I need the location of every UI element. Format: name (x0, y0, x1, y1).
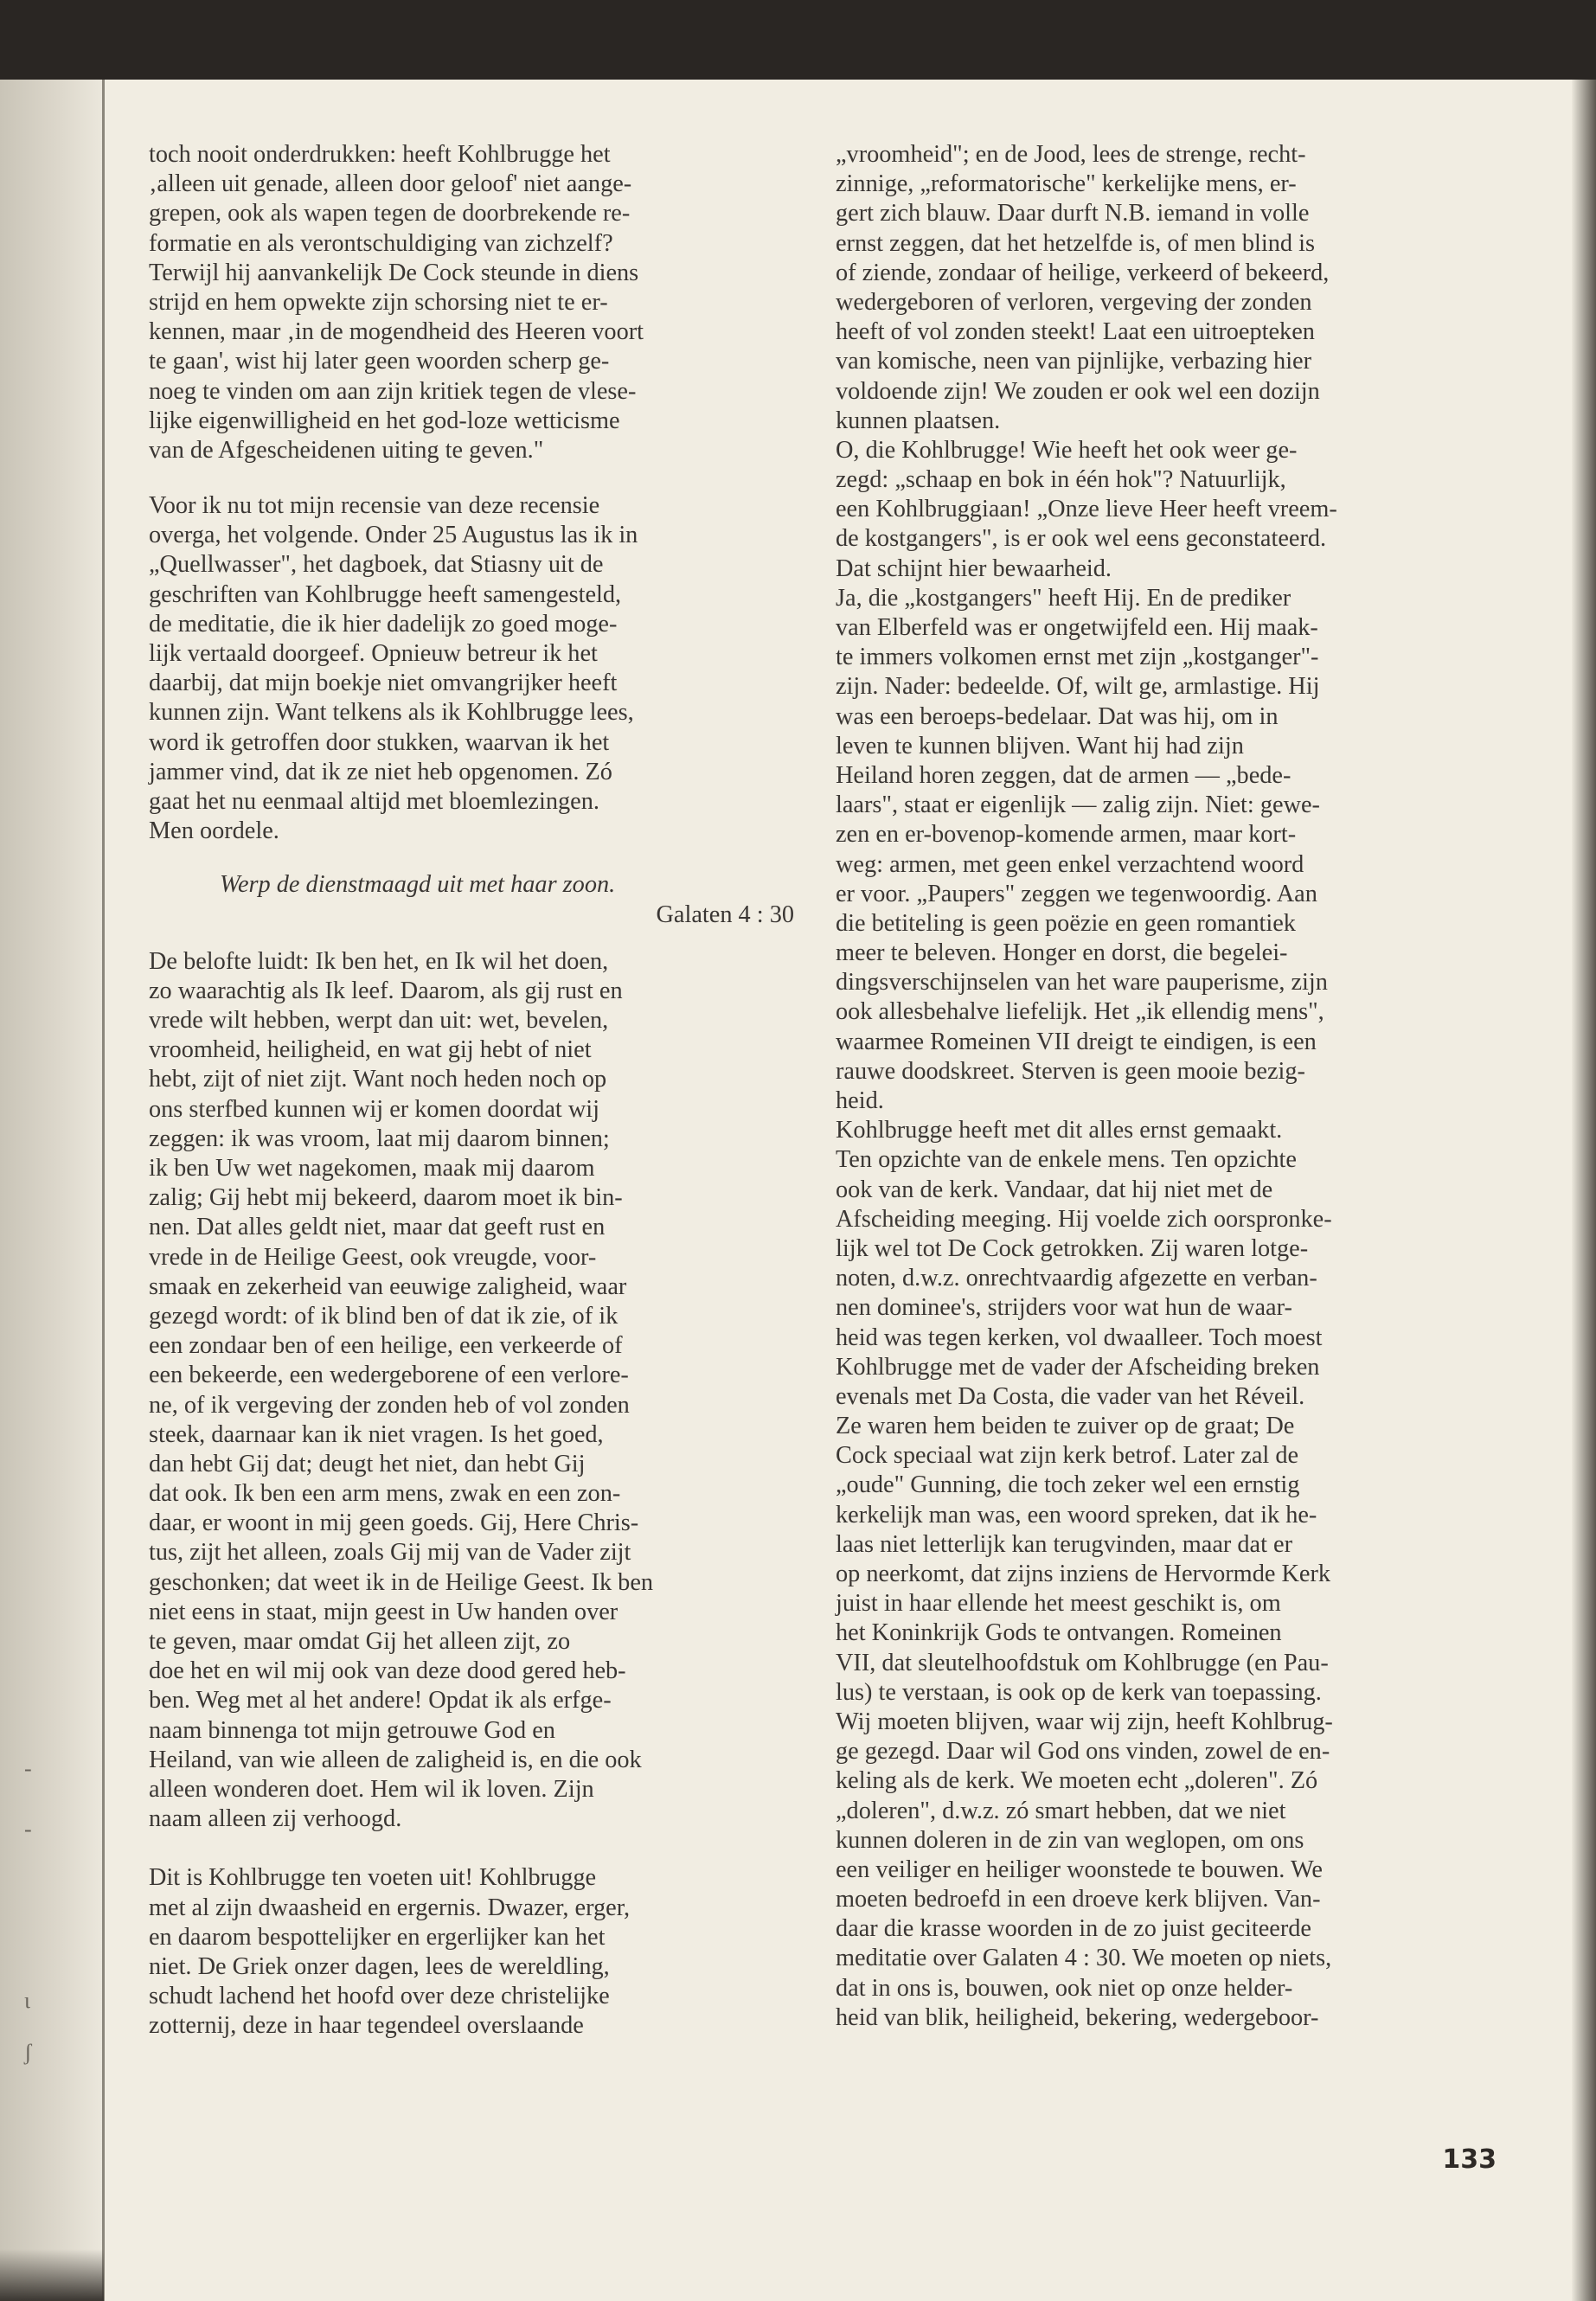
text-line: ben. Weg met al het andere! Opdat ik als erfge- (149, 1687, 612, 1715)
page-right-edge (1572, 80, 1596, 2301)
text-line: zotternij, deze in haar tegendeel overslaande (149, 2012, 584, 2040)
text-line: heeft of vol zonden steekt! Laat een uitroepteken (836, 318, 1315, 346)
text-line: kunnen zijn. Want telkens als ik Kohlbrugge lees, (149, 699, 634, 727)
text-line: niet. De Griek onzer dagen, lees de wereldling, (149, 1952, 610, 1980)
text-line: zegd: „schaap en bok in één hok"? Natuurlijk, (836, 466, 1286, 494)
scanned-page (0, 80, 1596, 2301)
text-line: gaat het nu eenmaal altijd met bloemlezingen. (149, 787, 599, 815)
text-line: dat ook. Ik ben een arm mens, zwak en een zon- (149, 1480, 621, 1508)
text-line: zijn. Nader: bedeelde. Of, wilt ge, armlastige. Hij (836, 673, 1320, 701)
text-line: kerkelijk man was, een woord spreken, dat ik he- (836, 1501, 1317, 1529)
text-line: ik ben Uw wet nagekomen, maak mij daarom (149, 1155, 595, 1182)
margin-mark: - (24, 1756, 32, 1781)
margin-mark: - (24, 1817, 32, 1842)
text-line: naam binnenga tot mijn getrouwe God en (149, 1716, 555, 1744)
text-line: juist in haar ellende het meest geschikt is, om (836, 1590, 1281, 1618)
text-line: leven te kunnen blijven. Want hij had zijn (836, 732, 1244, 760)
meditation-quote (149, 870, 801, 929)
text-line: ‚alleen uit genade, alleen door geloof' niet aange- (149, 170, 632, 198)
text-line: nen. Dat alles geldt niet, maar dat geeft rust en (149, 1214, 606, 1241)
text-line: en daarom bespottelijker en ergerlijker kan het (149, 1923, 606, 1951)
text-line: Terwijl hij aanvankelijk De Cock steunde in diens (149, 259, 639, 286)
text-line: ernst zeggen, dat het hetzelfde is, of men blind is (836, 229, 1315, 257)
text-line: Heiland horen zeggen, dat de armen — „bede- (836, 761, 1292, 789)
text-line: ge gezegd. Daar wil God ons vinden, zowel de en- (836, 1738, 1330, 1766)
text-line: van komische, neen van pijnlijke, verbazing hier (836, 348, 1312, 375)
text-line: niet eens in staat, mijn geest in Uw handen over (149, 1598, 619, 1625)
text-line: noten, d.w.z. onrechtvaardig afgezette en verban- (836, 1265, 1317, 1292)
margin-mark: ʃ (24, 2040, 32, 2065)
text-line: smaak en zekerheid van eeuwige zaligheid, waar (149, 1272, 627, 1300)
text-line: een Kohlbruggiaan! „Onze lieve Heer heeft vreem- (836, 496, 1337, 523)
text-line: een zondaar ben of een heilige, een verkeerde of (149, 1332, 623, 1360)
text-line: jammer vind, dat ik ze niet heb opgenomen. Zó (149, 758, 612, 785)
text-line: wedergeboren of verloren, vergeving der zonden (836, 288, 1312, 316)
text-line: noeg te vinden om aan zijn kritiek tegen de vlese- (149, 377, 637, 405)
text-line: geschriften van Kohlbrugge heeft samengesteld, (149, 580, 622, 608)
text-line: er voor. „Paupers" zeggen we tegenwoordig. Aan (836, 880, 1317, 907)
text-line: rauwe doodskreet. Sterven is geen mooie bezig- (836, 1057, 1305, 1085)
text-line: nen dominee's, strijders voor wat hun de waar- (836, 1294, 1292, 1322)
right-column (836, 140, 1503, 2033)
text-line: geschonken; dat weet ik in de Heilige Geest. Ik ben (149, 1568, 654, 1596)
text-line: meditatie over Galaten 4 : 30. We moeten op niets, (836, 1945, 1332, 1972)
text-line: vroomheid, heiligheid, en wat gij hebt of niet (149, 1036, 592, 1064)
text-line: „Quellwasser", het dagboek, dat Stiasny uit de (149, 551, 604, 579)
text-line: lijk wel tot De Cock getrokken. Zij waren lotge- (836, 1234, 1309, 1262)
text-line: ook van de kerk. Vandaar, dat hij niet met de (836, 1176, 1273, 1203)
text-line: evenals met Da Costa, die vader van het Réveil. (836, 1382, 1305, 1410)
text-line: van de Afgescheidenen uiting te geven." (149, 436, 544, 464)
text-line: Cock speciaal wat zijn kerk betrof. Later zal de (836, 1442, 1299, 1470)
text-line: ne, of ik vergeving der zonden heb of vol zonden (149, 1391, 630, 1419)
meditation-paragraph (149, 947, 801, 1835)
text-line: „vroomheid"; en de Jood, lees de strenge, recht- (836, 141, 1306, 168)
binding-shadow (0, 2249, 104, 2301)
text-line: vrede wilt hebben, werpt dan uit: wet, bevelen, (149, 1007, 609, 1035)
text-line: strijd en hem opwekte zijn schorsing niet te er- (149, 288, 608, 316)
text-line: moeten bedroefd in een droeve kerk blijven. Van- (836, 1886, 1321, 1913)
text-line: zinnige, „reformatorische" kerkelijke mens, er- (836, 170, 1297, 198)
text-line: word ik getroffen door stukken, waarvan ik het (149, 728, 610, 756)
text-line: weg: armen, met geen enkel verzachtend woord (836, 850, 1304, 878)
left-column (149, 140, 801, 2041)
text-line: keling als de kerk. We moeten echt „doleren". Zó (836, 1767, 1318, 1795)
text-line: VII, dat sleutelhoofdstuk om Kohlbrugge (en Pau- (836, 1649, 1329, 1676)
text-line: gezegd wordt: of ik blind ben of dat ik zie, of ik (149, 1302, 619, 1330)
text-line: vrede in de Heilige Geest, ook vreugde, voor- (149, 1243, 597, 1271)
text-line: toch nooit onderdrukken: heeft Kohlbrugge het (149, 141, 611, 168)
text-line: Men oordele. (149, 817, 279, 845)
text-line: steek, daarnaar kan ik niet vragen. Is het goed, (149, 1420, 604, 1448)
right-column-text (836, 140, 1503, 2033)
text-line: te immers volkomen ernst met zijn „kostganger"- (836, 644, 1319, 671)
text-line: het Koninkrijk Gods te ontvangen. Romeinen (836, 1619, 1282, 1647)
gutter-fold-line (102, 80, 105, 2301)
text-line: naam alleen zij verhoogd. (149, 1805, 402, 1833)
text-line: formatie en als verontschuldiging van zichzelf? (149, 229, 613, 257)
text-line: of ziende, zondaar of heilige, verkeerd of bekeerd, (836, 259, 1330, 286)
text-line: heid was tegen kerken, vol dwaalleer. Toch moest (836, 1324, 1323, 1351)
text-line: „doleren", d.w.z. zó smart hebben, dat we niet (836, 1797, 1286, 1824)
text-line: tus, zijt het alleen, zoals Gij mij van de Vader zijt (149, 1539, 631, 1567)
text-line: Dit is Kohlbrugge ten voeten uit! Kohlbrugge (149, 1864, 597, 1892)
text-line: te gaan', wist hij later geen woorden scherp ge- (149, 348, 610, 375)
book-gutter (0, 80, 102, 2301)
text-line: Wij moeten blijven, waar wij zijn, heeft Kohlbrug- (836, 1708, 1333, 1735)
text-line: heid. (836, 1087, 884, 1114)
quote-reference: Galaten 4 : 30 (656, 901, 794, 928)
text-line: de meditatie, die ik hier dadelijk zo goed moge- (149, 610, 618, 638)
text-line: alleen wonderen doet. Hem wil ik loven. Zijn (149, 1775, 594, 1803)
text-line: „oude" Gunning, die toch zeker wel een ernstig (836, 1471, 1300, 1499)
text-line: lijk vertaald doorgeef. Opnieuw betreur ik het (149, 640, 598, 667)
text-line: zeggen: ik was vroom, laat mij daarom binnen; (149, 1125, 610, 1152)
text-line: kunnen doleren in de zin van weglopen, om ons (836, 1826, 1304, 1854)
text-line: Heiland, van wie alleen de zaligheid is, en die ook (149, 1746, 642, 1773)
text-line: O, die Kohlbrugge! Wie heeft het ook weer ge- (836, 436, 1298, 464)
text-line: zo waarachtig als Ik leef. Daarom, als gij rust en (149, 977, 623, 1004)
text-line: Afscheiding meeging. Hij voelde zich oorspronke- (836, 1205, 1332, 1233)
text-line: schudt lachend het hoofd over deze christelijke (149, 1983, 610, 2010)
text-line: De belofte luidt: Ik ben het, en Ik wil het doen, (149, 947, 609, 975)
text-line: Dat schijnt hier bewaarheid. (836, 554, 1112, 582)
page-number: 133 (1442, 2144, 1497, 2175)
text-line: dingsverschijnselen van het ware pauperisme, zijn (836, 969, 1328, 997)
text-line: lus) te verstaan, is ook op de kerk van toepassing. (836, 1678, 1322, 1706)
text-line: met al zijn dwaasheid en ergernis. Dwazer, erger, (149, 1894, 631, 1921)
text-line: Voor ik nu tot mijn recensie van deze recensie (149, 492, 600, 520)
text-line: zalig; Gij hebt mij bekeerd, daarom moet ik bin- (149, 1184, 623, 1212)
margin-mark: ι (24, 1988, 30, 2013)
text-line: Ja, die „kostgangers" heeft Hij. En de prediker (836, 584, 1292, 612)
text-line: zen en er-bovenop-komende armen, maar kort- (836, 821, 1297, 849)
text-line: was een beroeps-bedelaar. Dat was hij, om in (836, 702, 1279, 730)
text-line: dat in ons is, bouwen, ook niet op onze helder- (836, 1974, 1293, 2002)
text-line: de kostgangers", is er ook wel eens geconstateerd. (836, 525, 1327, 553)
text-line: op neerkomt, dat zijns inziens de Hervormde Kerk (836, 1561, 1331, 1587)
text-line: dan hebt Gij dat; deugt het niet, dan hebt Gij (149, 1450, 586, 1477)
text-line: een bekeerde, een wedergeborene of een verlore- (149, 1362, 629, 1389)
closing-paragraph (149, 1863, 801, 2041)
text-line: kennen, maar ‚in de mogendheid des Heeren voort (149, 318, 644, 346)
text-line: hebt, zijt of niet zijt. Want noch heden noch op (149, 1066, 607, 1093)
text-line: waarmee Romeinen VII dreigt te eindigen, is een (836, 1028, 1317, 1055)
text-line: daar, er woont in mij geen goeds. Gij, Here Chris- (149, 1509, 639, 1537)
text-line: ons sterfbed kunnen wij er komen doordat wij (149, 1095, 600, 1123)
text-line: die betiteling is geen poëzie en geen romantiek (836, 909, 1296, 937)
text-line: kunnen plaatsen. (836, 407, 1001, 434)
text-line: een veiliger en heiliger woonstede te bouwen. We (836, 1856, 1323, 1883)
text-line: laas niet letterlijk kan terugvinden, maar dat er (836, 1530, 1292, 1558)
text-line: heid van blik, heiligheid, bekering, wedergeboor- (836, 2003, 1319, 2031)
intro-paragraph (149, 140, 801, 465)
text-line: Kohlbrugge heeft met dit alles ernst gemaakt. (836, 1117, 1283, 1144)
text-line: te geven, maar omdat Gij het alleen zijt, zo (149, 1628, 571, 1655)
text-line: laars", staat er eigenlijk — zalig zijn. Niet: gewe- (836, 792, 1320, 819)
text-line: overga, het volgende. Onder 25 Augustus las ik in (149, 522, 638, 549)
text-line: gert zich blauw. Daar durft N.B. iemand in volle (836, 200, 1310, 228)
text-line: doe het en wil mij ook van deze dood gered heb- (149, 1657, 626, 1685)
text-line: ook allesbehalve liefelijk. Het „ik ellendig mens", (836, 998, 1324, 1026)
text-line: meer te beleven. Honger en dorst, die begelei- (836, 939, 1288, 967)
text-line: Ze waren hem beiden te zuiver op de graat; De (836, 1413, 1295, 1440)
review-paragraph (149, 491, 801, 846)
text-line: daarbij, dat mijn boekje niet omvangrijker heeft (149, 670, 618, 697)
quote-text: Werp de dienstmaagd uit met haar zoon. (220, 871, 616, 899)
text-line: daar die krasse woorden in de zo juist geciteerde (836, 1915, 1311, 1943)
text-line: Ten opzichte van de enkele mens. Ten opzichte (836, 1146, 1297, 1174)
text-line: grepen, ook als wapen tegen de doorbrekende re- (149, 200, 631, 228)
text-line: Kohlbrugge met de vader der Afscheiding breken (836, 1353, 1320, 1381)
text-line: lijke eigenwilligheid en het god-loze wetticisme (149, 407, 620, 434)
text-line: voldoende zijn! We zouden er ook wel een dozijn (836, 377, 1320, 405)
text-line: van Elberfeld was er ongetwijfeld een. Hij maak- (836, 614, 1318, 641)
